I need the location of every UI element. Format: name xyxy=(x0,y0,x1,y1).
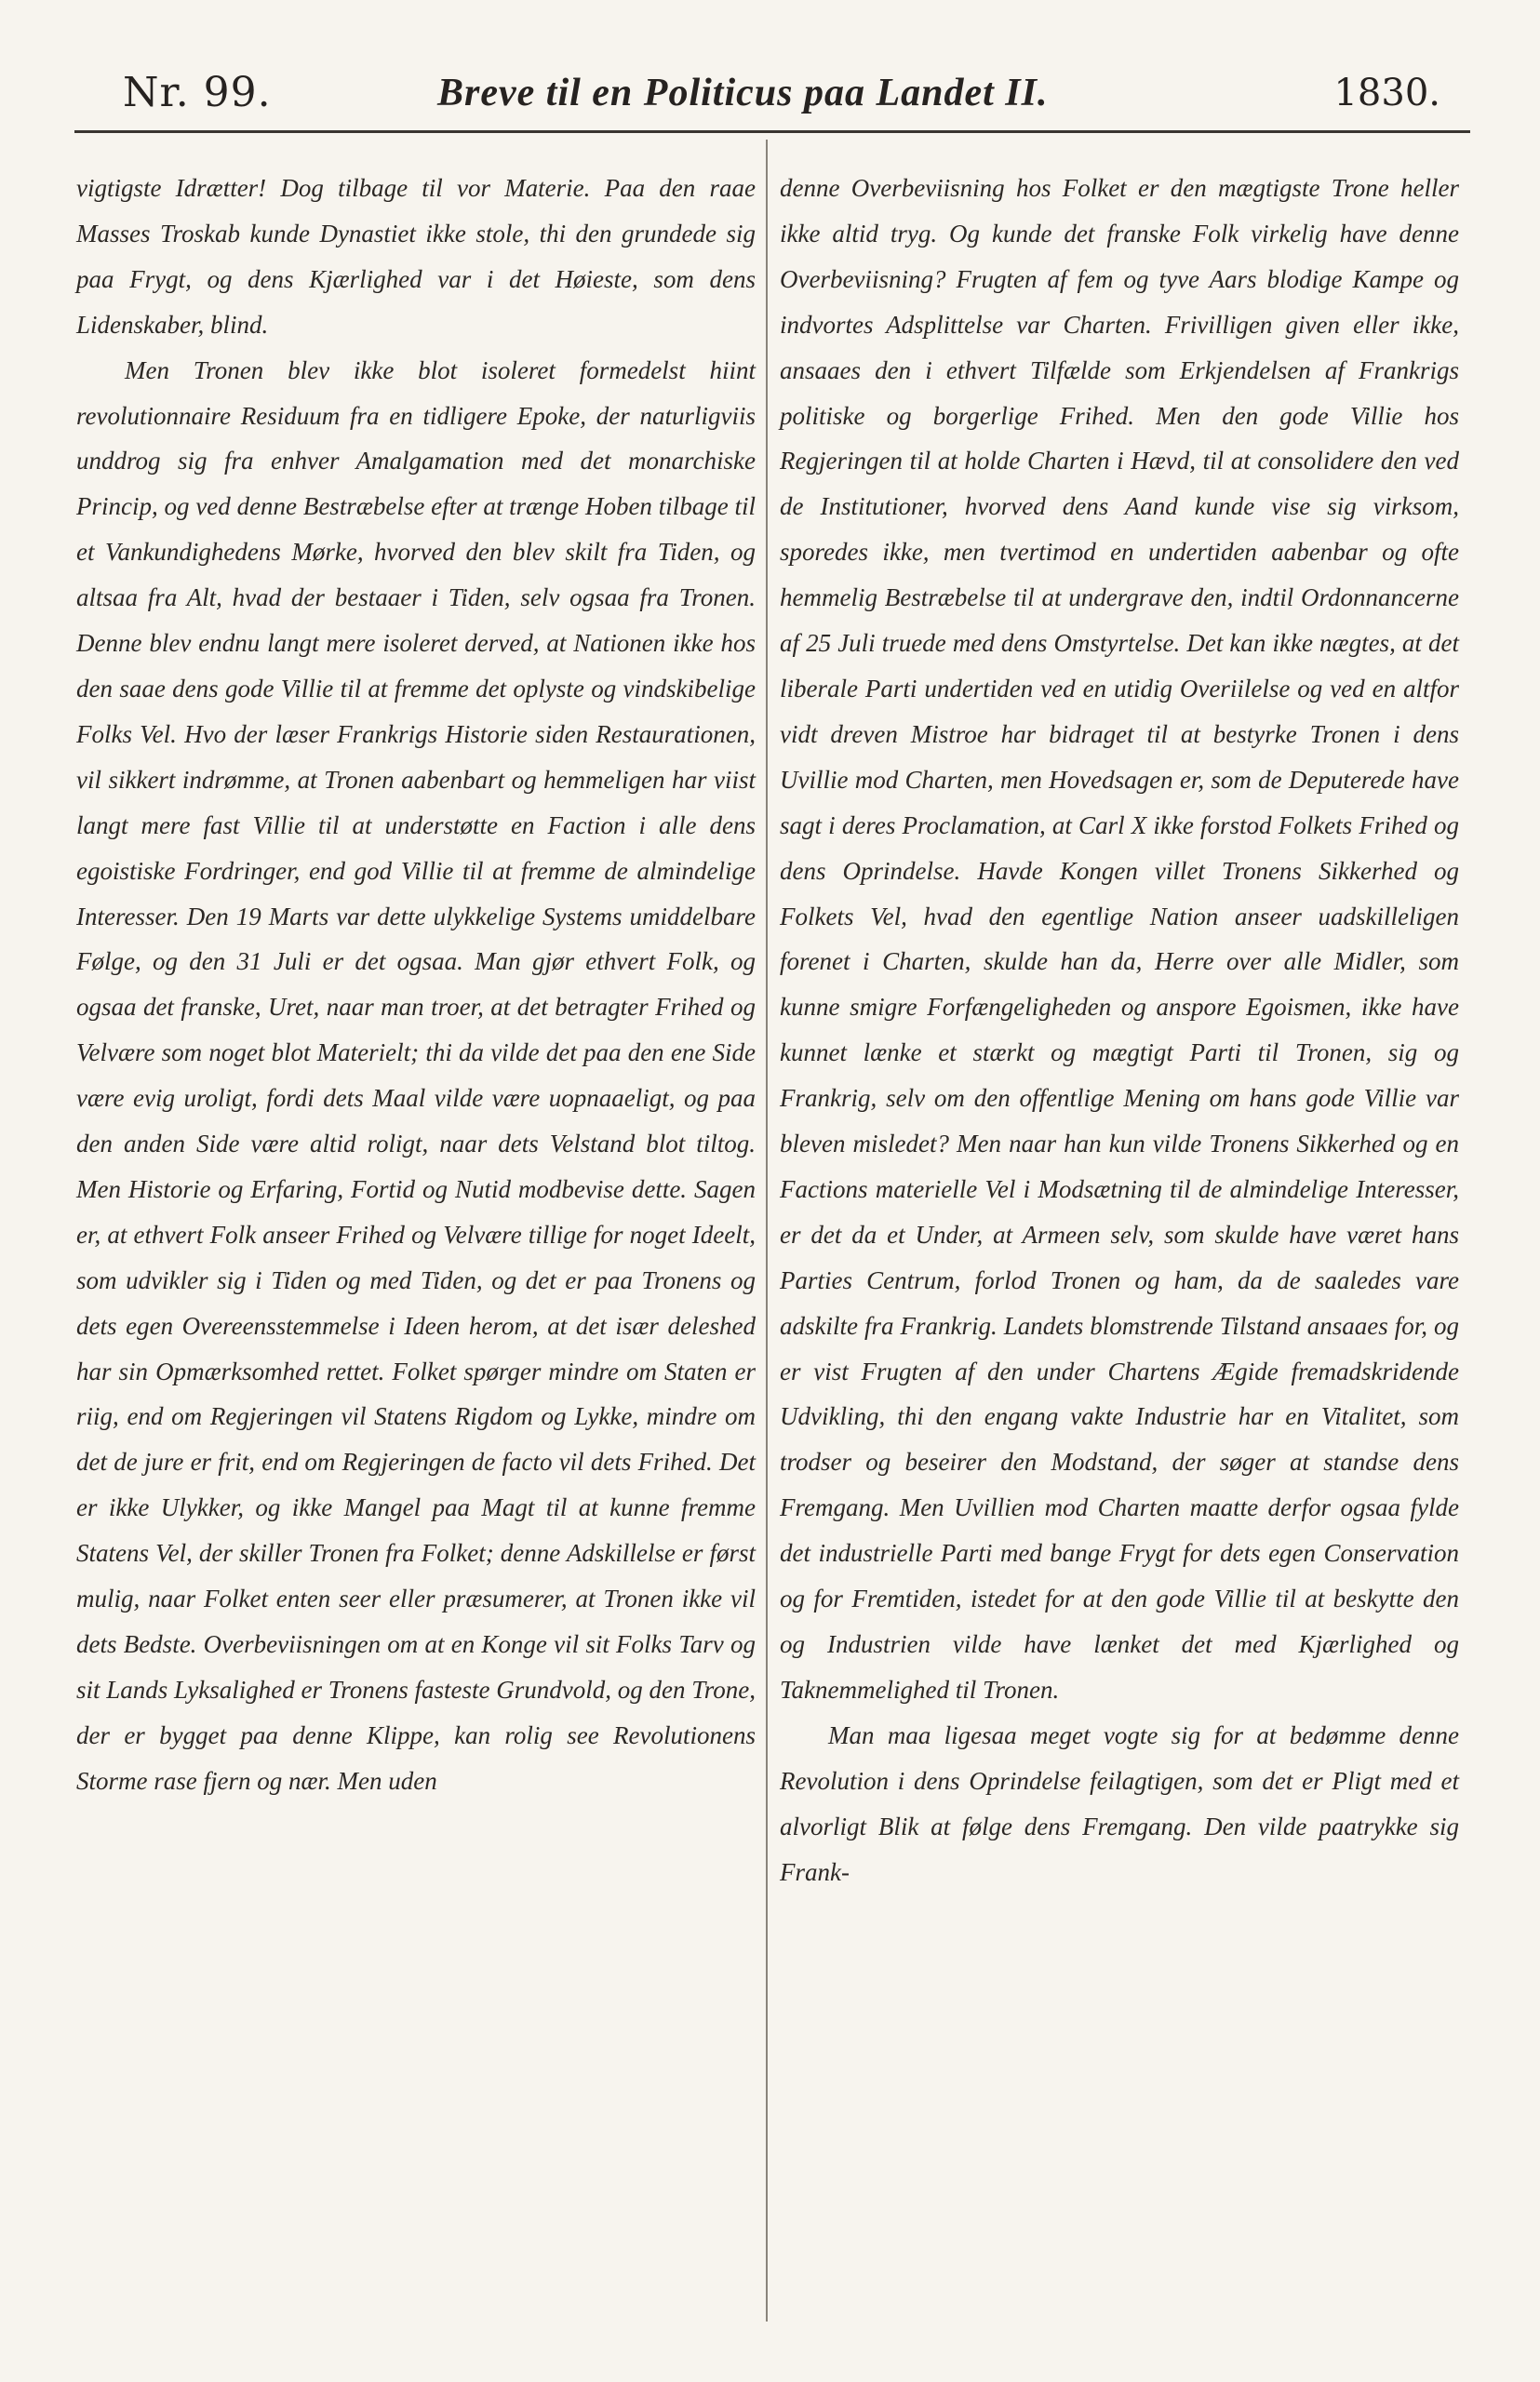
issue-number: Nr. 99. xyxy=(123,69,272,116)
paragraph: Men Tronen blev ikke blot isoleret formedelst hiint revolutionnaire Residuum fra en tidligere Epoke, der naturligviis unddrog sig fra enhver Amalgamation med det monarchiske Princip, og ved denne Bestræbelse efter at trænge Hoben tilbage til et Vankundighedens Mørke, hvorved den blev skilt fra Tiden, og altsaa fra Alt, hvad der bestaaer i Tiden, selv ogsaa fra Tronen. Denne blev endnu langt mere isoleret derved, at Nationen ikke hos den saae dens gode Villie til at fremme det oplyste og vindskibelige Folks Vel. Hvo der læser Frankrigs Historie siden Restaurationen, vil sikkert indrømme, at Tronen aabenbart og hemmeligen har viist langt mere fast Villie til at understøtte en Faction i alle dens egoistiske Fordringer, end god Villie til at fremme de almindelige Interesser. Den 19 Marts var dette ulykkelige Systems umiddelbare Følge, og den 31 Juli er det ogsaa. Man gjør ethvert Folk, og ogsaa det franske, Uret, naar man troer, at det betragter Frihed og Velvære som noget blot Materielt; thi da vilde det paa den ene Side være evig uroligt, fordi dets Maal vilde være uopnaaeligt, og paa den anden Side være altid roligt, naar dets Velstand blot tiltog. Men Historie og Erfaring, Fortid og Nutid modbevise dette. Sagen er, at ethvert Folk anseer Frihed og Velvære tillige for noget Ideelt, som udvikler sig i Tiden og med Tiden, og det er paa Tronens og dets egen Overeensstemmelse i Ideen herom, at det især deleshed har sin Opmærksomhed rettet. Folket spørger mindre om Staten er riig, end om Regjeringen vil Statens Rigdom og Lykke, mindre om det de jure er frit, end om Regjeringen de facto vil dets Frihed. Det er ikke Ulykker, og ikke Mangel paa Magt til at kunne fremme Statens Vel, der skiller Tronen fra Folket; denne Adskillelse er først mulig, naar Folket enten seer eller præsumerer, at Tronen ikke vil dets Bedste. Overbeviisningen om at en Konge vil sit Folks Tarv og sit Lands Lyksalighed er Tronens fasteste Grundvold, og den Trone, der er bygget paa denne Klippe, kan rolig see Revolutionens Storme rase fjern og nær. Men uden xyxy=(76,355,756,1795)
year: 1830. xyxy=(1333,72,1440,114)
paragraph: Man maa ligesaa meget vogte sig for at bedømme denne Revolution i dens Oprindelse feilagtigen, som det er Pligt med et alvorligt Blik at følge dens Fremgang. Den vilde paatrykke sig Frank- xyxy=(780,1720,1459,1886)
right-column xyxy=(780,166,1459,1894)
header-rule xyxy=(74,130,1470,133)
left-column xyxy=(76,166,756,1804)
page-header xyxy=(112,65,1452,130)
column-divider xyxy=(766,140,768,2322)
page-title: Breve til en Politicus paa Landet II. xyxy=(437,72,1049,114)
paragraph: denne Overbeviisning hos Folket er den mægtigste Trone heller ikke altid tryg. Og kunde det franske Folk virkelig have denne Overbeviisning? Frugten af fem og tyve Aars blodige Kampe og indvortes Adsplittelse var Charten. Frivilligen given eller ikke, ansaaes den i ethvert Tilfælde som Erkjendelsen af Frankrigs politiske og borgerlige Frihed. Men den gode Villie hos Regjeringen til at holde Charten i Hævd, til at consolidere den ved de Institutioner, hvorved dens Aand kunde vise sig virksom, sporedes ikke, men tvertimod en undertiden aabenbar og ofte hemmelig Bestræbelse til at undergrave den, indtil Ordonnancerne af 25 Juli truede med dens Omstyrtelse. Det kan ikke nægtes, at det liberale Parti undertiden ved en utidig Overiilelse og ved en altfor vidt dreven Mistroe har bidraget til at bestyrke Tronen i dens Uvillie mod Charten, men Hovedsagen er, som de Deputerede have sagt i deres Proclamation, at Carl X ikke forstod Folkets Frihed og dens Oprindelse. Havde Kongen villet Tronens Sikkerhed og Folkets Vel, hvad den egentlige Nation anseer uadskilleligen forenet i Charten, skulde han da, Herre over alle Midler, som kunne smigre Forfængeligheden og anspore Egoismen, ikke have kunnet lænke et stærkt og mægtigt Parti til Tronen, sig og Frankrig, selv om den offentlige Mening om hans gode Villie var bleven misledet? Men naar han kun vilde Tronens Sikkerhed og en Factions materielle Vel i Modsætning til de almindelige Interesser, er det da et Under, at Armeen selv, som skulde have været hans Parties Centrum, forlod Tronen og ham, da de saaledes vare adskilte fra Frankrig. Landets blomstrende Tilstand ansaaes for, og er vist Frugten af den under Chartens Ægide fremadskridende Udvikling, thi den engang vakte Industrie har en Vitalitet, som trodser og beseirer den Modstand, der søger at standse dens Fremgang. Men Uvillien mod Charten maatte derfor ogsaa fylde det industrielle Parti med bange Frygt for dets egen Conservation og for Fremtiden, istedet for at den gode Villie til at beskytte den og Industrien vilde have lænket det med Kjærlighed og Taknemmelighed til Tronen. xyxy=(780,174,1459,1704)
paragraph: vigtigste Idrætter! Dog tilbage til vor Materie. Paa den raae Masses Troskab kunde Dynastiet ikke stole, thi den grundede sig paa Frygt, og dens Kjærlighed var i det Høieste, som dens Lidenskaber, blind. xyxy=(76,174,756,339)
